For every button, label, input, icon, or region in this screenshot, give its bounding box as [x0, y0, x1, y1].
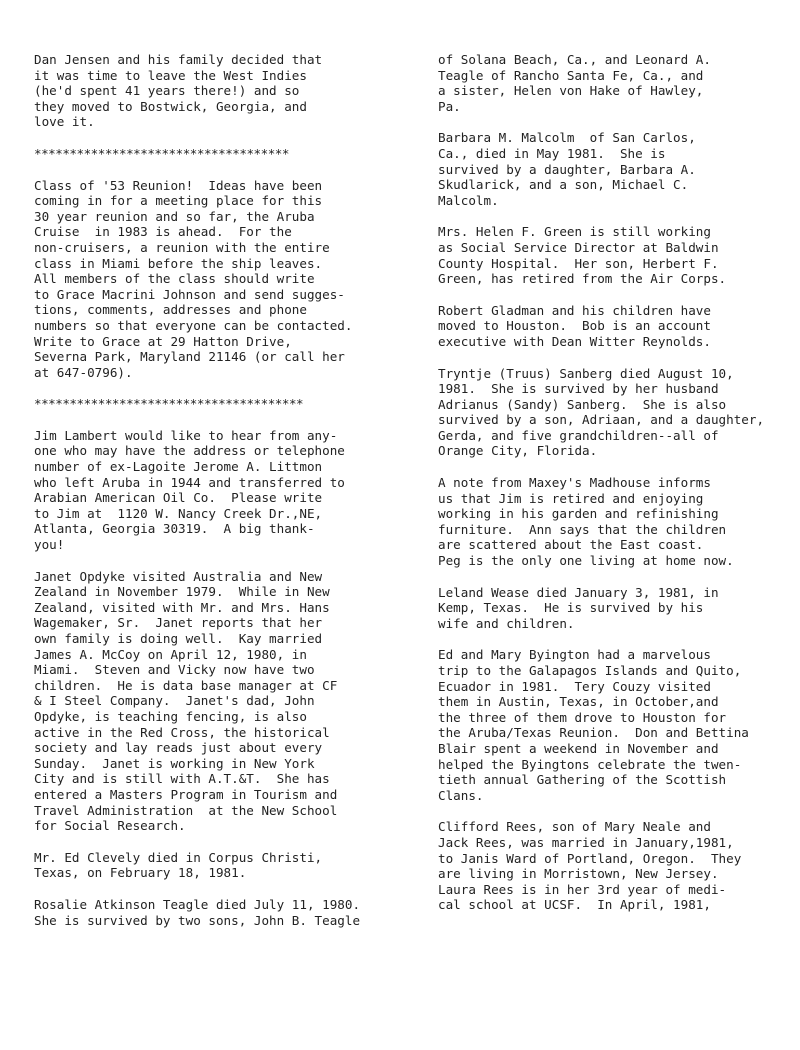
text-line: Cruise in 1983 is ahead. For the [34, 224, 292, 240]
text-line: tions, comments, addresses and phone [34, 302, 307, 318]
text-line: ************************************ [34, 145, 289, 161]
text-line: Pa. [438, 98, 461, 114]
text-line: own family is doing well. Kay married [34, 631, 323, 646]
text-line: Peg is the only one living at home now. [438, 553, 734, 569]
text-line: you! [34, 537, 65, 553]
text-line: to Grace Macrini Johnson and send sugges- [34, 286, 345, 302]
text-line: ************************************** [34, 396, 304, 412]
text-line: us that Jim is retired and enjoying [438, 490, 704, 506]
text-line: one who may have the address or telephone [34, 443, 345, 459]
text-line: numbers so that everyone can be contacted. [34, 317, 353, 333]
text-line: & I Steel Company. Janet's dad, John [34, 693, 315, 709]
text-line: All members of the class should write [34, 271, 315, 287]
right-column [438, 52, 794, 929]
paragraph [438, 224, 794, 286]
text-line: Ecuador in 1981. Tery Couzy visited [438, 678, 711, 694]
text-line: entered a Masters Program in Tourism and [34, 786, 338, 802]
text-line: for Social Research. [34, 818, 186, 834]
text-line: Texas, on February 18, 1981. [34, 865, 247, 881]
text-line: Jim Lambert would like to hear from any- [34, 427, 338, 443]
paragraph [438, 585, 794, 632]
text-line: non-cruisers, a reunion with the entire [34, 239, 330, 255]
text-line: Barbara M. Malcolm of San Carlos, [438, 130, 696, 146]
text-line: survived by a son, Adriaan, and a daughter, [438, 412, 765, 428]
text-line: Mr. Ed Clevely died in Corpus Christi, [34, 849, 323, 865]
text-line: are living in Morristown, New Jersey. [438, 866, 719, 882]
text-line: love it. [34, 114, 95, 130]
text-line: Jack Rees, was married in January,1981, [438, 834, 734, 850]
left-column [34, 52, 396, 944]
text-line: Orange City, Florida. [438, 443, 598, 459]
text-line: a sister, Helen von Hake of Hawley, [438, 83, 704, 99]
text-line: to Janis Ward of Portland, Oregon. They [438, 850, 742, 866]
text-line: Sunday. Janet is working in New York [34, 755, 315, 771]
text-line: society and lay reads just about every [34, 740, 323, 756]
text-line: A note from Maxey's Madhouse informs [438, 475, 711, 491]
text-line: Class of '53 Reunion! Ideas have been [34, 177, 323, 193]
text-line: moved to Houston. Bob is an account [438, 318, 711, 334]
text-line: children. He is data base manager at CF [34, 677, 338, 693]
paragraph [438, 52, 794, 114]
text-line: Opdyke, is teaching fencing, is also [34, 708, 307, 724]
text-line: cal school at UCSF. In April, 1981, [438, 897, 711, 913]
text-line: who left Aruba in 1944 and transferred to [34, 474, 345, 490]
text-line: Travel Administration at the New School [34, 802, 338, 818]
paragraph [438, 819, 794, 913]
text-line: Write to Grace at 29 Hatton Drive, [34, 333, 292, 349]
text-line: class in Miami before the ship leaves. [34, 255, 323, 271]
paragraph [34, 897, 396, 928]
paragraph [34, 569, 396, 834]
text-line: Leland Wease died January 3, 1981, in [438, 584, 719, 600]
text-line: the Aruba/Texas Reunion. Don and Bettina [438, 725, 749, 741]
text-line: tieth annual Gathering of the Scottish [438, 772, 727, 788]
text-line: Clifford Rees, son of Mary Neale and [438, 819, 711, 835]
text-line: Green, has retired from the Air Corps. [438, 271, 727, 287]
text-line: trip to the Galapagos Islands and Quito, [438, 663, 742, 678]
text-line: Skudlarick, and a son, Michael C. [438, 177, 689, 193]
text-line: County Hospital. Her son, Herbert F. [438, 255, 719, 271]
text-line: Dan Jensen and his family decided that [34, 52, 323, 67]
text-line: Ed and Mary Byington had a marvelous [438, 647, 711, 663]
text-line: them in Austin, Texas, in October,and [438, 694, 719, 710]
paragraph [34, 52, 396, 130]
text-line: Zealand, visited with Mr. and Mrs. Hans [34, 599, 330, 615]
text-line: helped the Byingtons celebrate the twen- [438, 756, 742, 772]
text-line: Clans. [438, 787, 484, 803]
text-line: coming in for a meeting place for this [34, 193, 323, 209]
text-line: survived by a daughter, Barbara A. [438, 161, 696, 177]
text-line: Kemp, Texas. He is survived by his [438, 600, 704, 616]
text-line: Miami. Steven and Vicky now have two [34, 662, 315, 678]
text-line: furniture. Ann says that the children [438, 521, 727, 537]
paragraph [438, 647, 794, 803]
text-line: executive with Dean Witter Reynolds. [438, 333, 711, 349]
text-line: Zealand in November 1979. While in New [34, 584, 330, 600]
text-line: (he'd spent 41 years there!) and so [34, 83, 300, 99]
text-line: Arabian American Oil Co. Please write [34, 490, 323, 506]
paragraph [34, 850, 396, 881]
text-line: wife and children. [438, 615, 575, 631]
paragraph [438, 475, 794, 569]
text-line: to Jim at 1120 W. Nancy Creek Dr.,NE, [34, 505, 323, 521]
text-line: City and is still with A.T.&T. She has [34, 771, 330, 787]
text-line: Robert Gladman and his children have [438, 302, 711, 318]
text-line: 30 year reunion and so far, the Aruba [34, 208, 315, 224]
text-line: Ca., died in May 1981. She is [438, 145, 666, 161]
text-line: as Social Service Director at Baldwin [438, 239, 719, 255]
text-line: working in his garden and refinishing [438, 506, 719, 522]
paragraph [34, 428, 396, 553]
text-line: the three of them drove to Houston for [438, 709, 727, 725]
text-line: at 647-0796). [34, 364, 133, 380]
text-line: Blair spent a weekend in November and [438, 740, 719, 756]
text-line: Tryntje (Truus) Sanberg died August 10, [438, 365, 734, 381]
paragraph [438, 130, 794, 208]
text-line: Wagemaker, Sr. Janet reports that her [34, 615, 323, 631]
text-line: Rosalie Atkinson Teagle died July 11, 1980. [34, 896, 361, 912]
text-line: are scattered about the East coast. [438, 537, 704, 553]
text-line: it was time to leave the West Indies [34, 67, 307, 83]
text-line: Janet Opdyke visited Australia and New [34, 568, 323, 584]
text-line: active in the Red Cross, the historical [34, 724, 330, 740]
text-line: 1981. She is survived by her husband [438, 381, 719, 397]
text-line: She is survived by two sons, John B. Teagle [34, 912, 361, 928]
text-line: Malcolm. [438, 192, 499, 208]
paragraph [34, 178, 396, 381]
text-line: of Solana Beach, Ca., and Leonard A. [438, 52, 711, 67]
text-line: Severna Park, Maryland 21146 (or call her [34, 349, 345, 365]
text-line: Laura Rees is in her 3rd year of medi- [438, 881, 727, 897]
text-line: Adrianus (Sandy) Sanberg. She is also [438, 396, 727, 412]
text-line: number of ex-Lagoite Jerome A. Littmon [34, 459, 323, 475]
text-line: they moved to Bostwick, Georgia, and [34, 98, 307, 114]
paragraph [438, 366, 794, 460]
text-line: Teagle of Rancho Santa Fe, Ca., and [438, 67, 704, 83]
text-line: Mrs. Helen F. Green is still working [438, 224, 711, 240]
paragraph [438, 303, 794, 350]
separator-stars [34, 396, 396, 412]
text-line: Atlanta, Georgia 30319. A big thank- [34, 521, 315, 537]
separator-stars [34, 146, 396, 162]
text-line: Gerda, and five grandchildren--all of [438, 427, 719, 443]
text-line: James A. McCoy on April 12, 1980, in [34, 646, 307, 662]
